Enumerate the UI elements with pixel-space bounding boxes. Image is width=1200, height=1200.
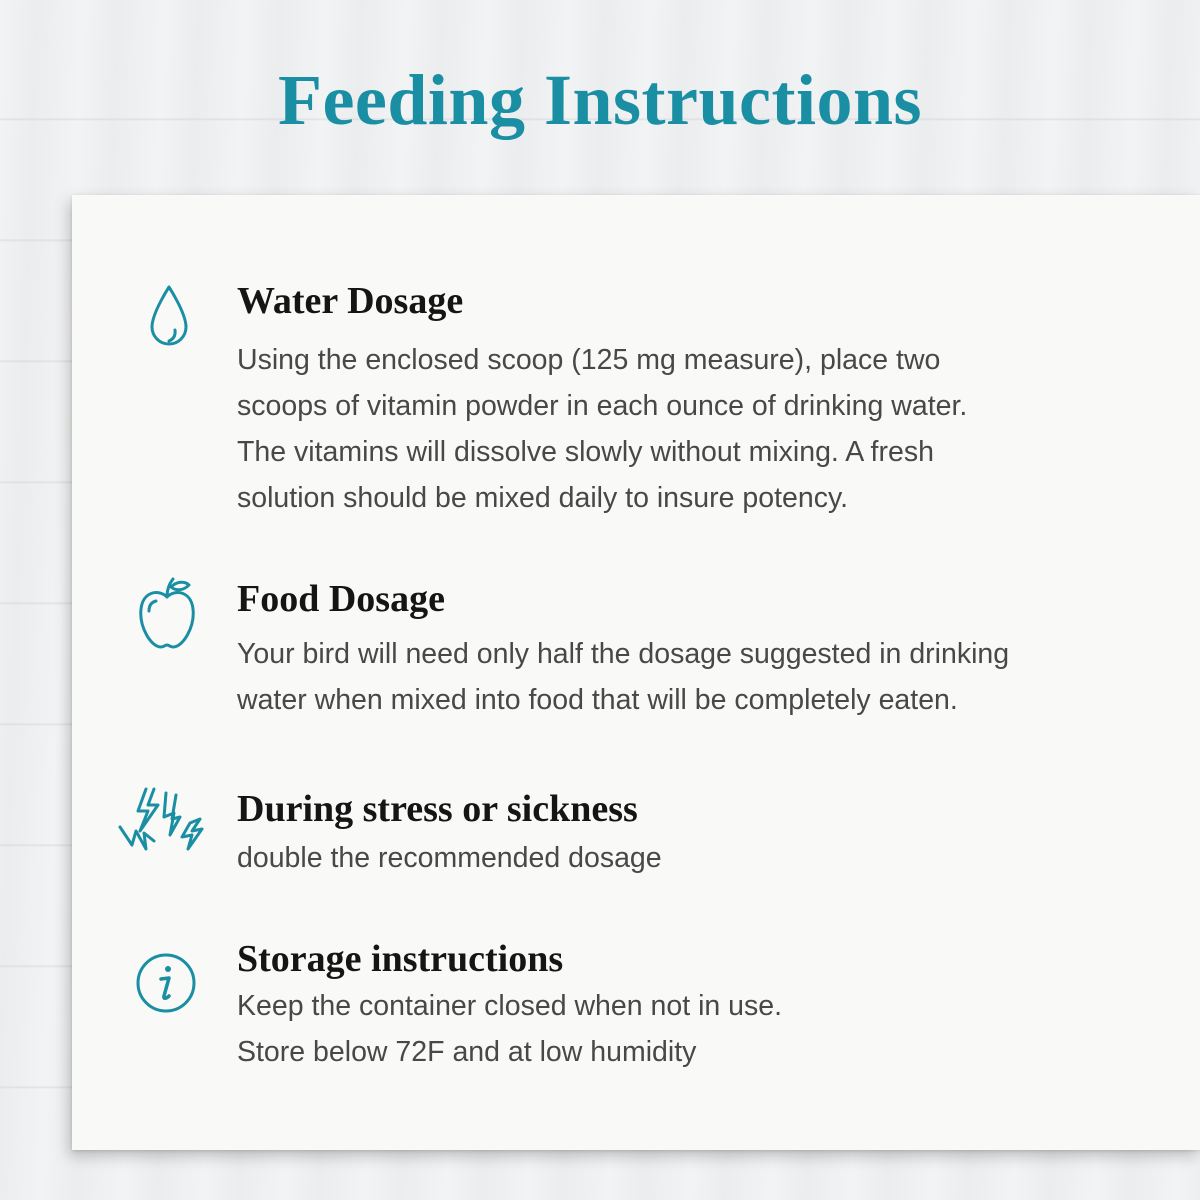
water-drop-icon (144, 283, 194, 351)
apple-icon (135, 575, 199, 653)
section-text-line: solution should be mixed daily to insure potency. (237, 482, 848, 514)
instructions-card (72, 195, 1200, 1150)
page-title: Feeding Instructions (277, 60, 923, 140)
section-heading: Water Dosage (237, 280, 464, 322)
section-text-line: The vitamins will dissolve slowly without mixing. A fresh (237, 436, 934, 468)
section-text-line: Keep the container closed when not in use. (237, 990, 783, 1022)
section-text-line: Store below 72F and at low humidity (237, 1036, 697, 1068)
info-icon (134, 951, 198, 1015)
section-text-line: water when mixed into food that will be completely eaten. (237, 684, 958, 716)
section-heading: Food Dosage (237, 578, 445, 620)
section-text-line: Using the enclosed scoop (125 mg measure), place two (237, 344, 941, 376)
section-heading: During stress or sickness (237, 788, 638, 830)
section-heading: Storage instructions (237, 938, 564, 980)
section-text-line: scoops of vitamin powder in each ounce of drinking water. (237, 390, 968, 422)
section-text-line: double the recommended dosage (237, 842, 662, 874)
section-text-line: Your bird will need only half the dosage suggested in drinking (237, 638, 1010, 670)
lightning-bolts-icon (118, 783, 210, 867)
